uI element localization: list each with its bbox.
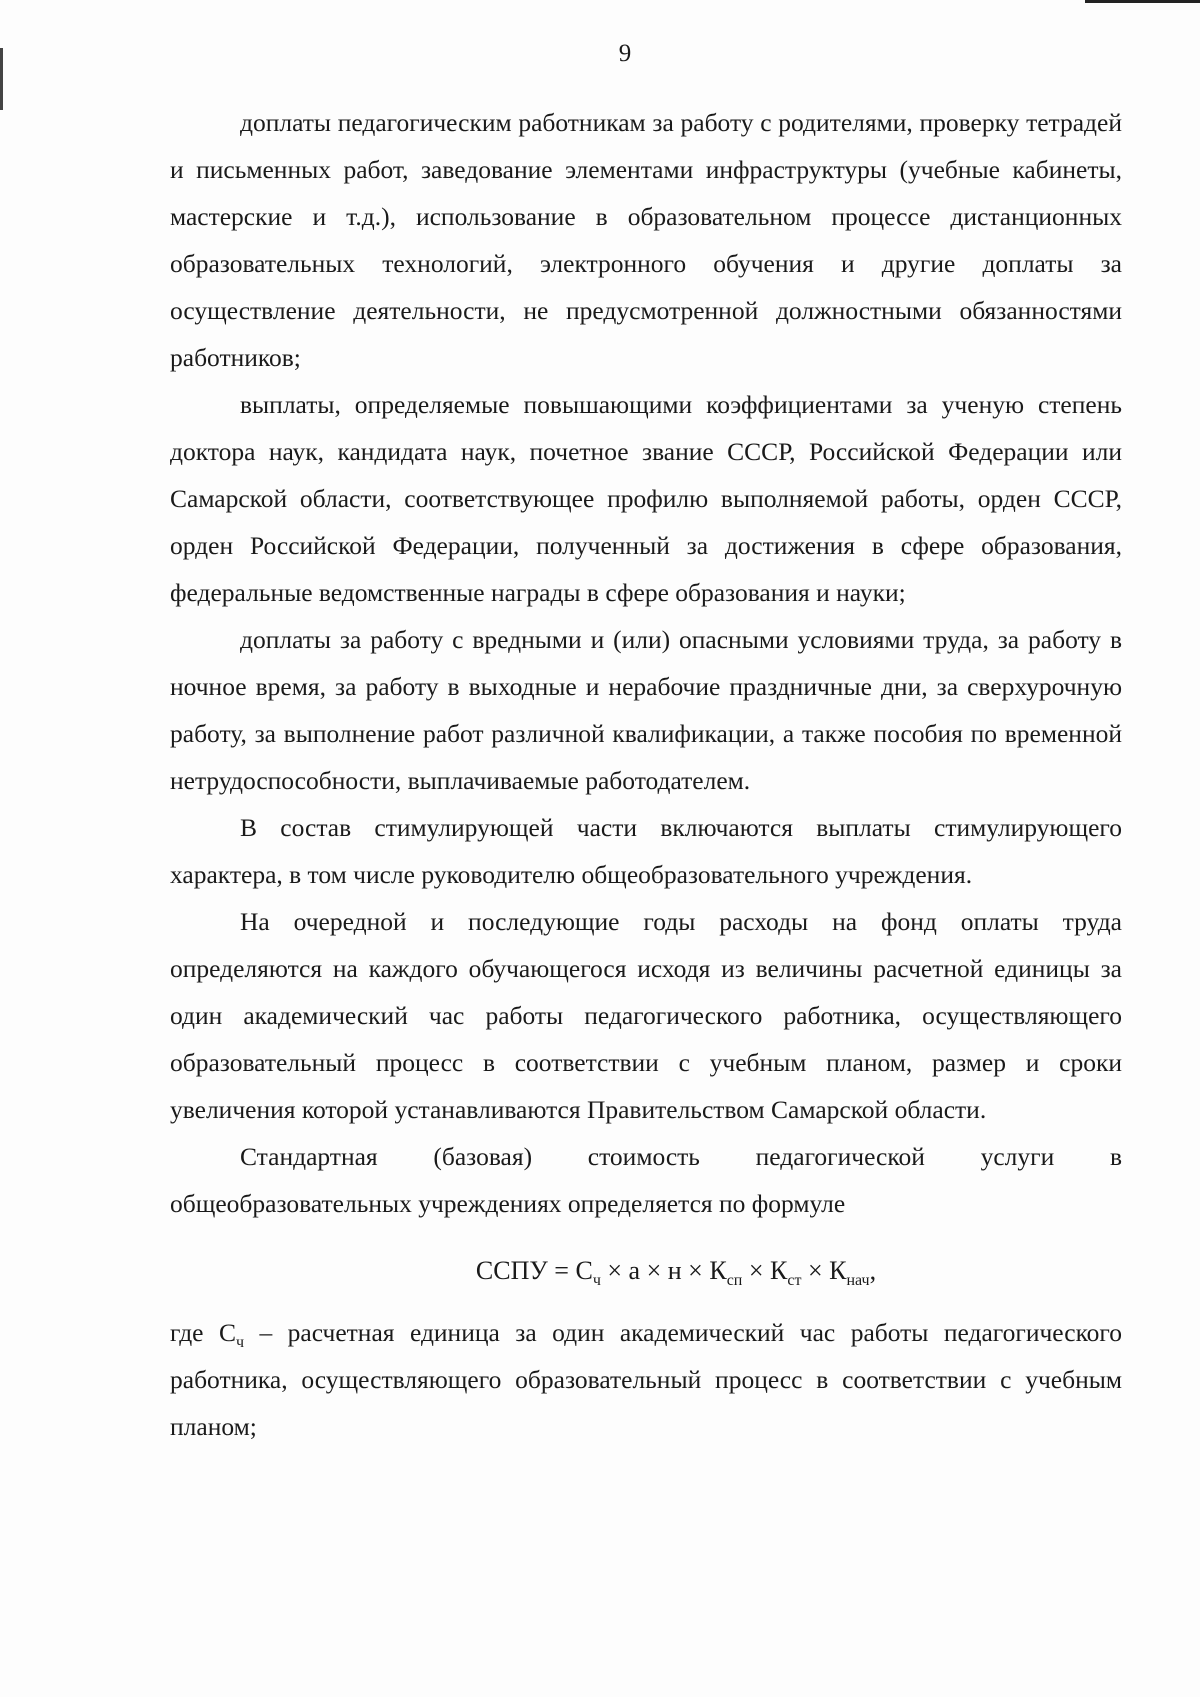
formula-term-ksp: К — [709, 1256, 727, 1285]
formula-times: × — [681, 1256, 710, 1285]
definition-prefix: где — [170, 1318, 219, 1347]
formula-term-kst: К — [770, 1256, 788, 1285]
formula-term-c-subscript: ч — [592, 1272, 601, 1289]
definition-text: – расчетная единица за один академический час работы педагогического работника, осуществляющего образовательный процесс в соответствии с учебным планом; — [170, 1318, 1122, 1441]
formula-tail: , — [869, 1256, 877, 1285]
formula-term-c: С — [575, 1256, 593, 1285]
formula-times: × — [801, 1256, 830, 1285]
body-text — [170, 99, 1122, 1450]
formula-term-knach-subscript: нач — [846, 1272, 870, 1289]
definition-symbol-subscript: ч — [235, 1334, 244, 1351]
paragraph-incentive-part: В состав стимулирующей части включаются выплаты стимулирующего характера, в том числе руководителю общеобразовательного учреждения. — [170, 813, 1122, 889]
page-number: 9 — [618, 40, 632, 67]
top-edge-rule — [1085, 0, 1200, 3]
formula-term-kst-subscript: ст — [787, 1272, 802, 1289]
formula-term-a: а — [628, 1256, 641, 1285]
paragraph-hazard-payments: доплаты за работу с вредными и (или) опасными условиями труда, за работу в ночное время, за работу в выходные и нерабочие праздничные дни, за сверхурочную работу, за выполнение работ различной квалификации, а также пособия по временной нетрудоспособности, выплачиваемые работодателем. — [170, 625, 1122, 795]
formula-lhs: ССПУ — [475, 1256, 548, 1285]
formula-term-ksp-subscript: сп — [726, 1272, 743, 1289]
paragraph-additional-payments: доплаты педагогическим работникам за работу с родителями, проверку тетрадей и письменных работ, заведование элементами инфраструктуры (учебные кабинеты, мастерские и т.д.), использование в образовательном процессе дистанционных образовательных технологий, электронного обучения и другие доплаты за осуществление деятельности, не предусмотренной должностными обязанностями работников; — [170, 108, 1122, 372]
paragraph-coefficient-payments: выплаты, определяемые повышающими коэффициентами за ученую степень доктора наук, кандидата наук, почетное звание СССР, Российской Федерации или Самарской области, соответствующее профилю выполняемой работы, орден СССР, орден Российской Федерации, полученный за достижения в сфере образования, федеральные ведомственные награды в сфере образования и науки; — [170, 390, 1122, 607]
formula-times: × — [640, 1256, 668, 1285]
definition-symbol: С — [218, 1318, 236, 1347]
paragraph-standard-cost: Стандартная (базовая) стоимость педагогической услуги в общеобразовательных учреждениях определяется по формуле — [170, 1142, 1122, 1218]
formula-times: × — [742, 1256, 771, 1285]
formula-term-n: н — [667, 1256, 682, 1285]
formula-times: × — [600, 1256, 629, 1285]
formula-equals: = — [547, 1256, 576, 1285]
cost-formula — [170, 1251, 1122, 1291]
paragraph-wage-fund: На очередной и последующие годы расходы на фонд оплаты труда определяются на каждого обучающегося исходя из величины расчетной единицы за один академический час работы педагогического работника, осуществляющего образовательный процесс в соответствии с учебным планом, размер и сроки увеличения которой устанавливаются Правительством Самарской области. — [170, 907, 1122, 1124]
formula-definition — [170, 1309, 1122, 1450]
formula-term-knach: К — [829, 1256, 847, 1285]
